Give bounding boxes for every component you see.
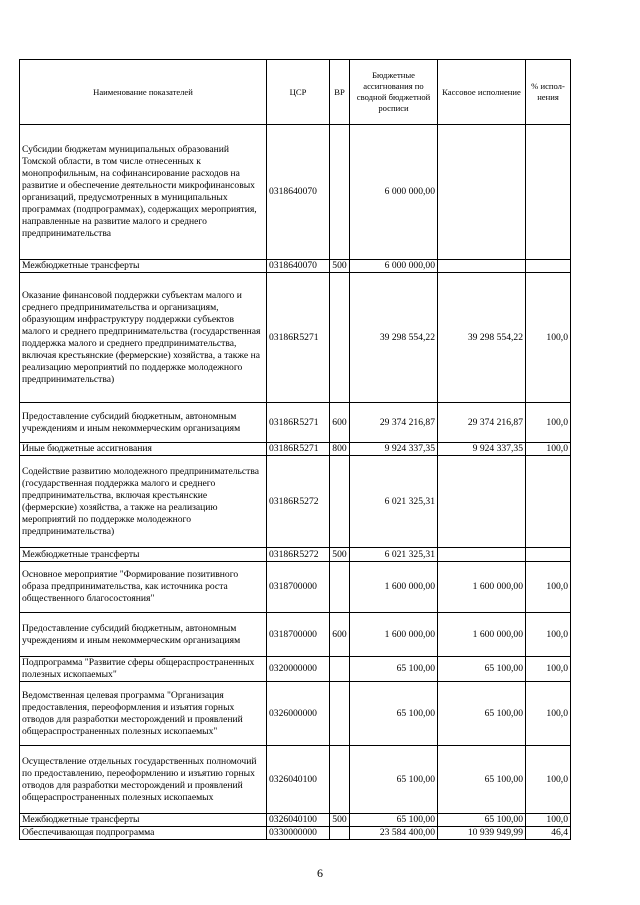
row-csr: 03186R5272 [267, 456, 330, 548]
table-row [20, 814, 571, 827]
table-row [20, 613, 571, 657]
row-name: Обеспечивающая подпрограмма [20, 827, 267, 840]
row-execution: 65 100,00 [438, 746, 526, 814]
row-percent: 100,0 [526, 403, 571, 443]
row-name: Подпрограмма "Развитие сферы общераспространенных полезных ископаемых" [20, 657, 267, 682]
row-vr [330, 456, 350, 548]
row-csr: 03186R5272 [267, 548, 330, 562]
row-assignments: 6 000 000,00 [350, 125, 438, 260]
row-name: Ведомственная целевая программа "Организация предоставления, переоформления и изъятия горных отводов для разработки месторождений и проявлений общераспространенных полезных ископаемых" [20, 682, 267, 746]
row-csr: 0318640070 [267, 260, 330, 273]
row-csr: 03186R5271 [267, 403, 330, 443]
row-name: Оказание финансовой поддержки субъектам малого и среднего предпринимательства и организациям, образующим инфраструктуру поддержки субъектов малого и среднего предпринимательства (государственная поддержка малого и среднего предпринимательства, включая крестьянские (фермерские) хозяйства, а также на реализацию мероприятий по поддержке молодежного предпринимательства) [20, 273, 267, 403]
row-csr: 0326040100 [267, 814, 330, 827]
row-csr: 0318700000 [267, 613, 330, 657]
row-assignments: 65 100,00 [350, 657, 438, 682]
row-execution: 1 600 000,00 [438, 613, 526, 657]
row-csr: 03186R5271 [267, 443, 330, 456]
row-csr: 0320000000 [267, 657, 330, 682]
row-percent: 100,0 [526, 746, 571, 814]
table-row [20, 548, 571, 562]
row-percent: 100,0 [526, 613, 571, 657]
row-vr: 500 [330, 260, 350, 273]
row-name: Иные бюджетные ассигнования [20, 443, 267, 456]
row-assignments: 23 584 400,00 [350, 827, 438, 840]
row-vr: 600 [330, 403, 350, 443]
row-percent [526, 456, 571, 548]
table-row [20, 746, 571, 814]
table-body [20, 125, 571, 840]
budget-execution-table [19, 59, 571, 840]
header-name: Наименование показателей [20, 60, 267, 125]
row-execution: 1 600 000,00 [438, 562, 526, 613]
row-execution: 29 374 216,87 [438, 403, 526, 443]
table-row [20, 827, 571, 840]
row-percent: 100,0 [526, 682, 571, 746]
row-csr: 03186R5271 [267, 273, 330, 403]
table-row [20, 125, 571, 260]
row-percent: 46,4 [526, 827, 571, 840]
table-row [20, 456, 571, 548]
row-execution: 10 939 949,99 [438, 827, 526, 840]
row-vr [330, 657, 350, 682]
row-assignments: 6 021 325,31 [350, 456, 438, 548]
row-assignments: 9 924 337,35 [350, 443, 438, 456]
row-execution [438, 260, 526, 273]
row-name: Субсидии бюджетам муниципальных образований Томской области, в том числе отнесенных к монопрофильным, на софинансирование расходов на развитие и обеспечение деятельности микрофинансовых организаций, предусмотренных в муниципальных программах (подпрограммах), содержащих мероприятия, направленные на развитие малого и среднего предпринимательства [20, 125, 267, 260]
row-percent: 100,0 [526, 273, 571, 403]
row-vr [330, 273, 350, 403]
row-execution: 39 298 554,22 [438, 273, 526, 403]
table-row [20, 562, 571, 613]
header-assignments: Бюджетные ассигнования по сводной бюджетной росписи [350, 60, 438, 125]
table-row [20, 260, 571, 273]
row-execution: 9 924 337,35 [438, 443, 526, 456]
header-csr: ЦСР [267, 60, 330, 125]
row-vr [330, 125, 350, 260]
row-percent: 100,0 [526, 443, 571, 456]
row-execution: 65 100,00 [438, 682, 526, 746]
row-assignments: 1 600 000,00 [350, 562, 438, 613]
row-execution [438, 548, 526, 562]
row-percent: 100,0 [526, 657, 571, 682]
row-csr: 0326040100 [267, 746, 330, 814]
page-number: 6 [317, 866, 323, 880]
table-header-row [20, 60, 571, 125]
row-percent [526, 125, 571, 260]
row-name: Предоставление субсидий бюджетным, автономным учреждениям и иным некоммерческим организациям [20, 403, 267, 443]
row-execution: 65 100,00 [438, 814, 526, 827]
row-percent [526, 548, 571, 562]
table-row [20, 682, 571, 746]
row-execution [438, 125, 526, 260]
row-csr: 0326000000 [267, 682, 330, 746]
row-name: Межбюджетные трансферты [20, 548, 267, 562]
row-vr: 500 [330, 814, 350, 827]
header-vr: ВР [330, 60, 350, 125]
row-vr [330, 682, 350, 746]
row-vr [330, 562, 350, 613]
row-assignments: 1 600 000,00 [350, 613, 438, 657]
row-assignments: 65 100,00 [350, 814, 438, 827]
row-name: Предоставление субсидий бюджетным, автономным учреждениям и иным некоммерческим организациям [20, 613, 267, 657]
row-vr: 600 [330, 613, 350, 657]
row-assignments: 6 000 000,00 [350, 260, 438, 273]
row-execution: 65 100,00 [438, 657, 526, 682]
row-vr: 500 [330, 548, 350, 562]
row-name: Межбюджетные трансферты [20, 814, 267, 827]
table-row [20, 443, 571, 456]
row-csr: 0318700000 [267, 562, 330, 613]
row-vr: 800 [330, 443, 350, 456]
header-execution: Кассовое исполнение [438, 60, 526, 125]
row-vr [330, 827, 350, 840]
row-assignments: 29 374 216,87 [350, 403, 438, 443]
row-percent: 100,0 [526, 814, 571, 827]
row-assignments: 65 100,00 [350, 682, 438, 746]
row-name: Основное мероприятие "Формирование позитивного образа предпринимательства, как источника роста общественного благосостояния" [20, 562, 267, 613]
row-name: Межбюджетные трансферты [20, 260, 267, 273]
row-percent: 100,0 [526, 562, 571, 613]
row-vr [330, 746, 350, 814]
row-assignments: 6 021 325,31 [350, 548, 438, 562]
row-percent [526, 260, 571, 273]
row-name: Содействие развитию молодежного предпринимательства (государственная поддержка малого и среднего предпринимательства, включая крестьянские (фермерские) хозяйства, а также на реализацию мероприятий по поддержке молодежного предпринимательства) [20, 456, 267, 548]
table-row [20, 403, 571, 443]
row-assignments: 65 100,00 [350, 746, 438, 814]
header-percent: % испол-нения [526, 60, 571, 125]
row-csr: 0318640070 [267, 125, 330, 260]
table-row [20, 273, 571, 403]
row-name: Осуществление отдельных государственных полномочий по предоставлению, переоформлению и изъятию горных отводов для разработки месторождений и проявлений общераспространенных полезных ископаемых [20, 746, 267, 814]
table-row [20, 657, 571, 682]
row-csr: 0330000000 [267, 827, 330, 840]
row-execution [438, 456, 526, 548]
row-assignments: 39 298 554,22 [350, 273, 438, 403]
